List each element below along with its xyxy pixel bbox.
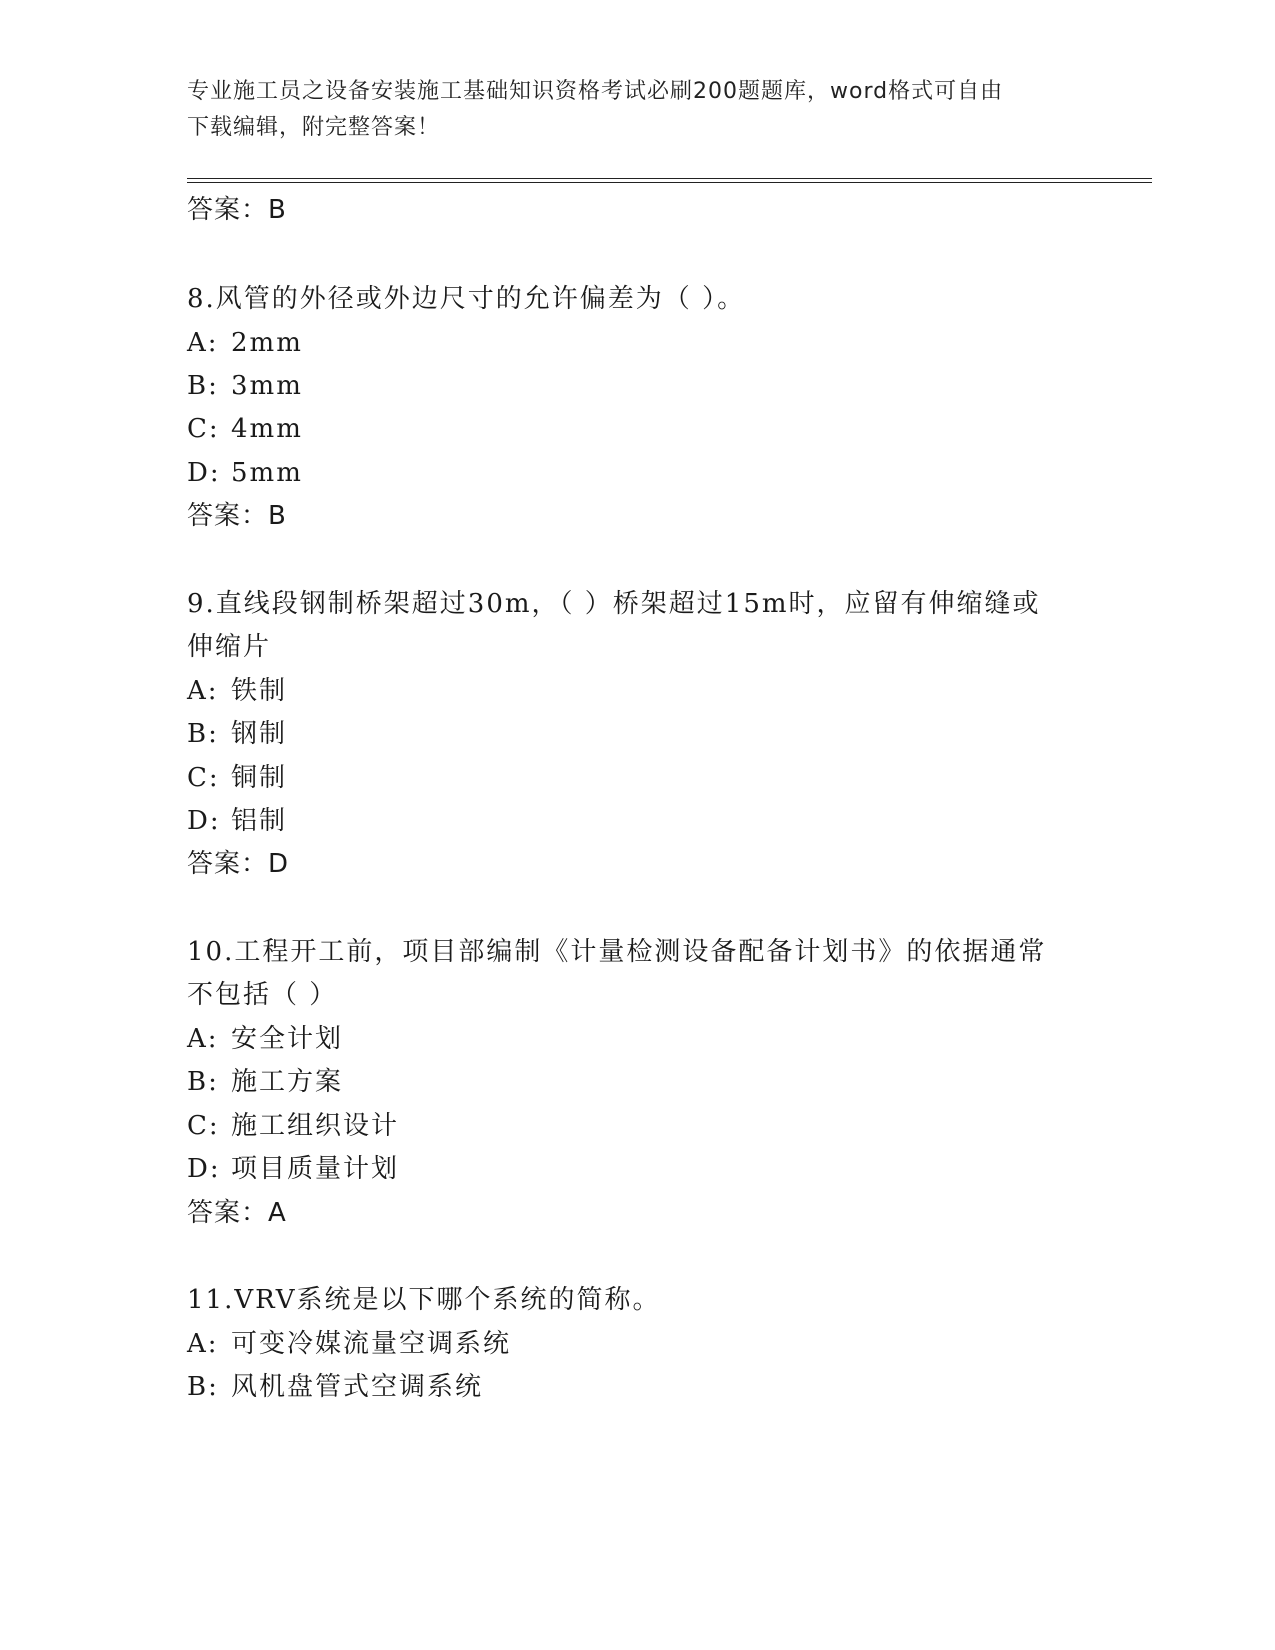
question-10-option-d bbox=[187, 1152, 399, 1186]
option-label: A: bbox=[187, 1024, 219, 1054]
header-line-1: 专业施工员之设备安装施工基础知识资格考试必刷200题题库，word格式可自由 bbox=[187, 79, 1004, 104]
option-text: 风机盘管式空调系统 bbox=[231, 1372, 484, 1402]
option-label: D: bbox=[187, 1154, 221, 1184]
option-text: 钢制 bbox=[231, 719, 288, 749]
question-8-option-a bbox=[187, 326, 303, 360]
option-label: B: bbox=[187, 371, 219, 401]
option-label: D: bbox=[187, 458, 221, 488]
option-label: A: bbox=[187, 676, 219, 706]
option-label: B: bbox=[187, 719, 219, 749]
question-11-option-a bbox=[187, 1327, 511, 1361]
option-label: D: bbox=[187, 806, 221, 836]
question-8-option-c bbox=[187, 412, 303, 446]
document-header bbox=[187, 74, 1067, 146]
question-9-option-a bbox=[187, 674, 287, 708]
option-label: C: bbox=[187, 763, 220, 793]
option-label: A: bbox=[187, 328, 219, 358]
question-9-answer: 答案：D bbox=[187, 849, 290, 879]
option-text: 铁制 bbox=[231, 676, 288, 706]
question-8-answer: 答案：B bbox=[187, 501, 287, 531]
question-9-option-d bbox=[187, 804, 287, 838]
question-9-text-line-2: 伸缩片 bbox=[187, 632, 272, 662]
answer-previous: 答案：B bbox=[187, 195, 287, 225]
option-text: 项目质量计划 bbox=[231, 1154, 400, 1184]
header-rule-top bbox=[187, 178, 1152, 179]
question-11-text: 11.VRV系统是以下哪个系统的简称。 bbox=[187, 1285, 661, 1315]
option-text: 3mm bbox=[231, 371, 303, 401]
question-8-text: 8.风管的外径或外边尺寸的允许偏差为（ ）。 bbox=[187, 284, 746, 314]
option-label: C: bbox=[187, 1111, 220, 1141]
question-11-option-b bbox=[187, 1370, 483, 1404]
option-label: B: bbox=[187, 1067, 219, 1097]
option-text: 4mm bbox=[231, 414, 303, 444]
question-8-option-b bbox=[187, 369, 303, 403]
header-rule-bottom bbox=[187, 182, 1152, 183]
option-text: 铜制 bbox=[231, 763, 288, 793]
option-text: 可变冷媒流量空调系统 bbox=[231, 1329, 512, 1359]
option-text: 施工方案 bbox=[231, 1067, 344, 1097]
question-10-option-c bbox=[187, 1109, 399, 1143]
question-8-option-d bbox=[187, 456, 303, 490]
option-label: B: bbox=[187, 1372, 219, 1402]
option-text: 施工组织设计 bbox=[231, 1111, 400, 1141]
question-10-text-line-2: 不包括（ ） bbox=[187, 980, 338, 1010]
question-9-option-c bbox=[187, 761, 287, 795]
option-label: A: bbox=[187, 1329, 219, 1359]
question-10-text-line-1: 10.工程开工前，项目部编制《计量检测设备配备计划书》的依据通常 bbox=[187, 937, 1047, 967]
question-10-option-b bbox=[187, 1065, 343, 1099]
header-line-2: 下载编辑，附完整答案！ bbox=[187, 115, 441, 140]
option-text: 2mm bbox=[231, 328, 303, 358]
option-text: 安全计划 bbox=[231, 1024, 344, 1054]
option-label: C: bbox=[187, 414, 220, 444]
question-10-answer: 答案：A bbox=[187, 1198, 287, 1228]
option-text: 5mm bbox=[231, 458, 303, 488]
option-text: 铝制 bbox=[231, 806, 288, 836]
question-9-text-line-1: 9.直线段钢制桥架超过30m，（ ）桥架超过15m时，应留有伸缩缝或 bbox=[187, 589, 1041, 619]
question-9-option-b bbox=[187, 717, 287, 751]
question-10-option-a bbox=[187, 1022, 343, 1056]
